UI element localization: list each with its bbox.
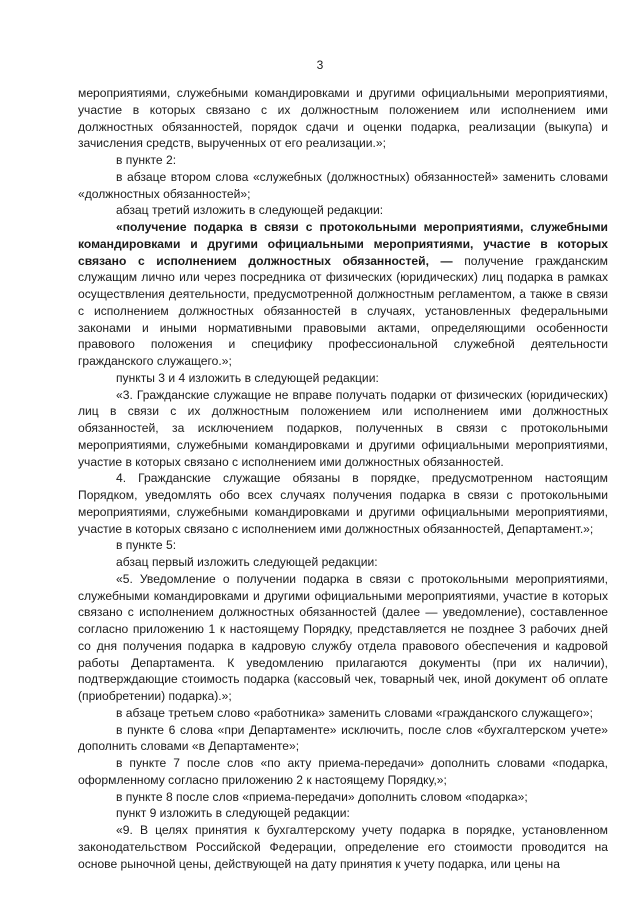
paragraph-9: в пункте 5:: [116, 538, 177, 553]
document-body: [78, 85, 608, 872]
paragraph-6: пункты 3 и 4 изложить в следующей редакции:: [116, 370, 379, 385]
paragraph-5: [78, 219, 608, 370]
paragraph-5-text: получение гражданским служащим лично или через посредника от физических (юридических) лиц подарка в рамках осуществления деятельности, предусмотренной должностным регламентом, а также в связи с исполнением должностных обязанностей в случаях, установленных федеральными законами и иными нормативными правовыми актами, определяющими особенности правового положения и специфику профессиональной служебной деятельности гражданского служащего.»;: [78, 253, 608, 368]
paragraph-8: 4. Гражданские служащие обязаны в порядке, предусмотренном настоящим Порядком, уведомлять обо всех случаях получения подарка в связи с протокольными мероприятиями, служебными командировками и другими официальными мероприятиями, участие в которых связано с исполнением ими должностных обязанностей, Департамент.»;: [78, 471, 608, 536]
paragraph-13: в пункте 6 слова «при Департаменте» исключить, после слов «бухгалтерском учете» дополнить словами «в Департаменте»;: [78, 722, 608, 754]
paragraph-14: в пункте 7 после слов «по акту приема-передачи» дополнить словами «подарка, оформленному согласно приложению 2 к настоящему Порядку,»;: [78, 756, 608, 787]
paragraph-15: в пункте 8 после слов «приема-передачи» дополнить словом «подарка»;: [116, 789, 528, 804]
paragraph-7: «3. Гражданские служащие не вправе получать подарки от физических (юридических) лиц в связи с их должностным положением или исполнением ими должностных обязанностей, за исключением подарков, полученных в связи с протокольными мероприятиями, служебными командировками и другими официальными мероприятиями, участие в которых связано с исполнением ими должностных обязанностей.: [78, 387, 608, 469]
paragraph-12: в абзаце третьем слово «работника» заменить словами «гражданского служащего»;: [116, 705, 593, 720]
paragraph-4: абзац третий изложить в следующей редакции:: [116, 203, 384, 218]
paragraph-3: в абзаце втором слова «служебных (должностных) обязанностей» заменить словами «должностных обязанностей»;: [78, 169, 608, 201]
paragraph-11: «5. Уведомление о получении подарка в связи с протокольными мероприятиями, служебными командировками и другими официальными мероприятиями, участие в которых связано с исполнением должностных обязанностей (далее — уведомление), составленное согласно приложению 1 к настоящему Порядку, представляется не позднее 3 рабочих дней со дня получения подарка в кадровую службу отдела правового обеспечения и кадровой работы Департамента. К уведомлению прилагаются документы (при их наличии), подтверждающие стоимость подарка (кассовый чек, товарный чек, иной документ об оплате (приобретении) подарка).»;: [78, 571, 608, 703]
paragraph-10: абзац первый изложить следующей редакции:: [116, 555, 378, 569]
paragraph-2: в пункте 2:: [116, 153, 177, 167]
paragraph-17: «9. В целях принятия к бухгалтерскому учету подарка в порядке, установленном законодательством Российской Федерации, определение его стоимости проводится на основе рыночной цены, действующей на дату принятия к учету подарка, или цены на: [78, 823, 608, 871]
page-number: 3: [316, 58, 324, 72]
paragraph-5-bold: «получение подарка в связи с протокольными мероприятиями, служебными командировками и другими официальными мероприятиями, участие в которых связано с исполнением должностных обязанностей, —: [78, 220, 608, 268]
paragraph-16: пункт 9 изложить в следующей редакции:: [116, 806, 350, 821]
paragraph-1: мероприятиями, служебными командировками и другими официальными мероприятиями, участие в которых связано с их должностным положением или исполнением ими должностных обязанностей, порядок сдачи и оценки подарка, реализации (выкупа) и зачисления средств, вырученных от его реализации.»;: [78, 86, 608, 151]
